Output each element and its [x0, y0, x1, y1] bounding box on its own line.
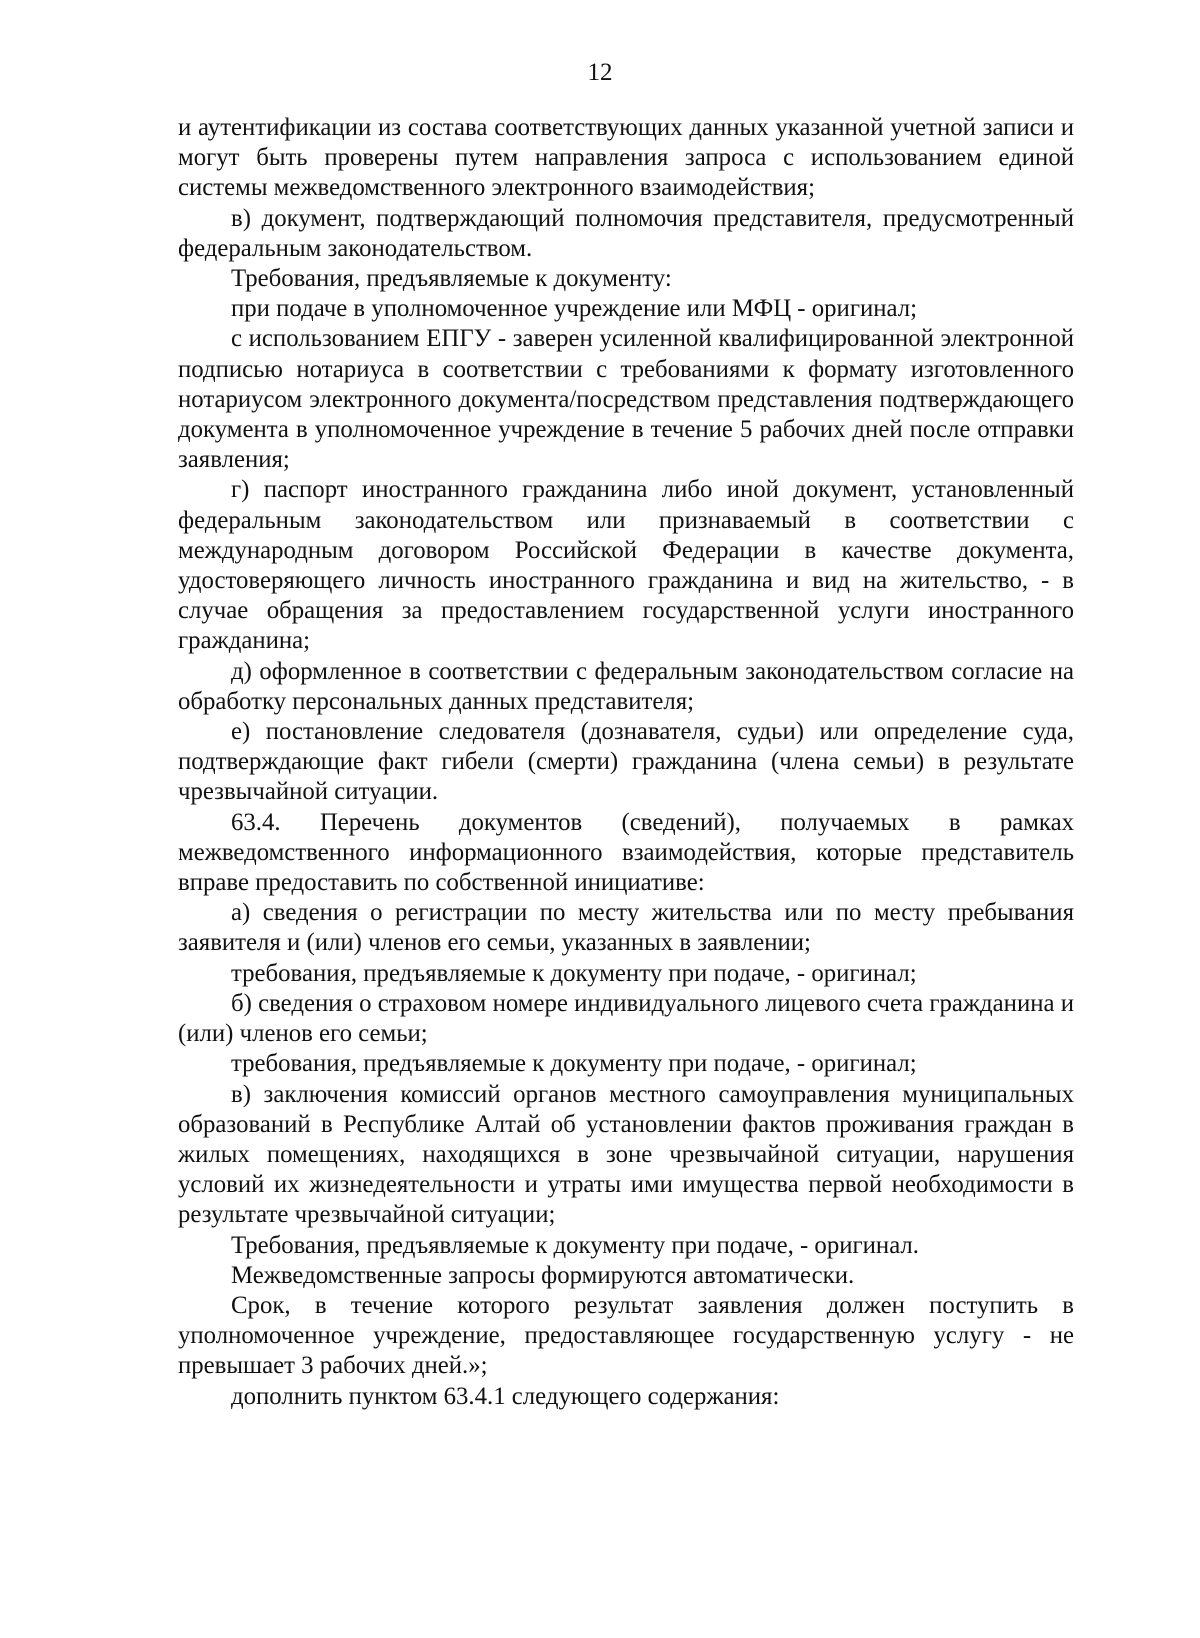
paragraph: с использованием ЕПГУ - заверен усиленной квалифицированной электронной подписью нотариуса в соответствии с требованиями к формату изготовленного нотариусом электронного документа/посредством представления подтверждающего документа в уполномоченное учреждение в течение 5 рабочих дней после отправки заявления;	[178, 325, 1074, 474]
paragraph: дополнить пунктом 63.4.1 следующего содержания:	[231, 1382, 780, 1410]
paragraph: Требования, предъявляемые к документу:	[231, 265, 672, 293]
paragraph: в) заключения комиссий органов местного самоуправления муниципальных образований в Республике Алтай об установлении фактов проживания граждан в жилых помещениях, находящихся в зоне чрезвычайной ситуации, нарушения условий их жизнедеятельности и утраты ими имущества первой необходимости в результате чрезвычайной ситуации;	[178, 1080, 1074, 1229]
paragraph: 63.4. Перечень документов (сведений), получаемых в рамках межведомственного информационного взаимодействия, которые представитель вправе предоставить по собственной инициативе:	[178, 808, 1074, 897]
paragraph: Требования, предъявляемые к документу при подаче, - оригинал.	[231, 1231, 920, 1259]
paragraph: в) документ, подтверждающий полномочия представителя, предусмотренный федеральным законодательством.	[178, 204, 1074, 262]
paragraph: б) сведения о страховом номере индивидуального лицевого счета гражданина и (или) членов его семьи;	[178, 989, 1074, 1048]
paragraph: е) постановление следователя (дознавателя, судьи) или определение суда, подтверждающие факт гибели (смерти) гражданина (члена семьи) в результате чрезвычайной ситуации.	[178, 718, 1074, 806]
paragraph: Межведомственные запросы формируются автоматически.	[231, 1261, 855, 1289]
page-number: 12	[587, 59, 613, 86]
paragraph: д) оформленное в соответствии с федеральным законодательством согласие на обработку персональных данных представителя;	[178, 657, 1074, 715]
paragraph: требования, предъявляемые к документу при подаче, - оригинал;	[231, 1050, 917, 1078]
paragraph: и аутентификации из состава соответствующих данных указанной учетной записи и могут быть проверены путем направления запроса с использованием единой системы межведомственного электронного взаимодействия;	[178, 114, 1074, 202]
paragraph: г) паспорт иностранного гражданина либо иной документ, установленный федеральным законодательством или признаваемый в соответствии с международным договором Российской Федерации в качестве документа, удостоверяющего личность иностранного гражданина и вид на жительство, - в случае обращения за предоставлением государственной услуги иностранного гражданина;	[178, 476, 1074, 655]
paragraph: а) сведения о регистрации по месту жительства или по месту пребывания заявителя и (или) членов его семьи, указанных в заявлении;	[178, 899, 1074, 957]
paragraph: требования, предъявляемые к документу при подаче, - оригинал;	[231, 959, 917, 987]
paragraph: при подаче в уполномоченное учреждение или МФЦ - оригинал;	[231, 295, 918, 323]
document-body	[178, 113, 1074, 1412]
paragraph: Срок, в течение которого результат заявления должен поступить в уполномоченное учреждение, предоставляющее государственную услугу - не превышает 3 рабочих дней.»;	[178, 1291, 1074, 1380]
